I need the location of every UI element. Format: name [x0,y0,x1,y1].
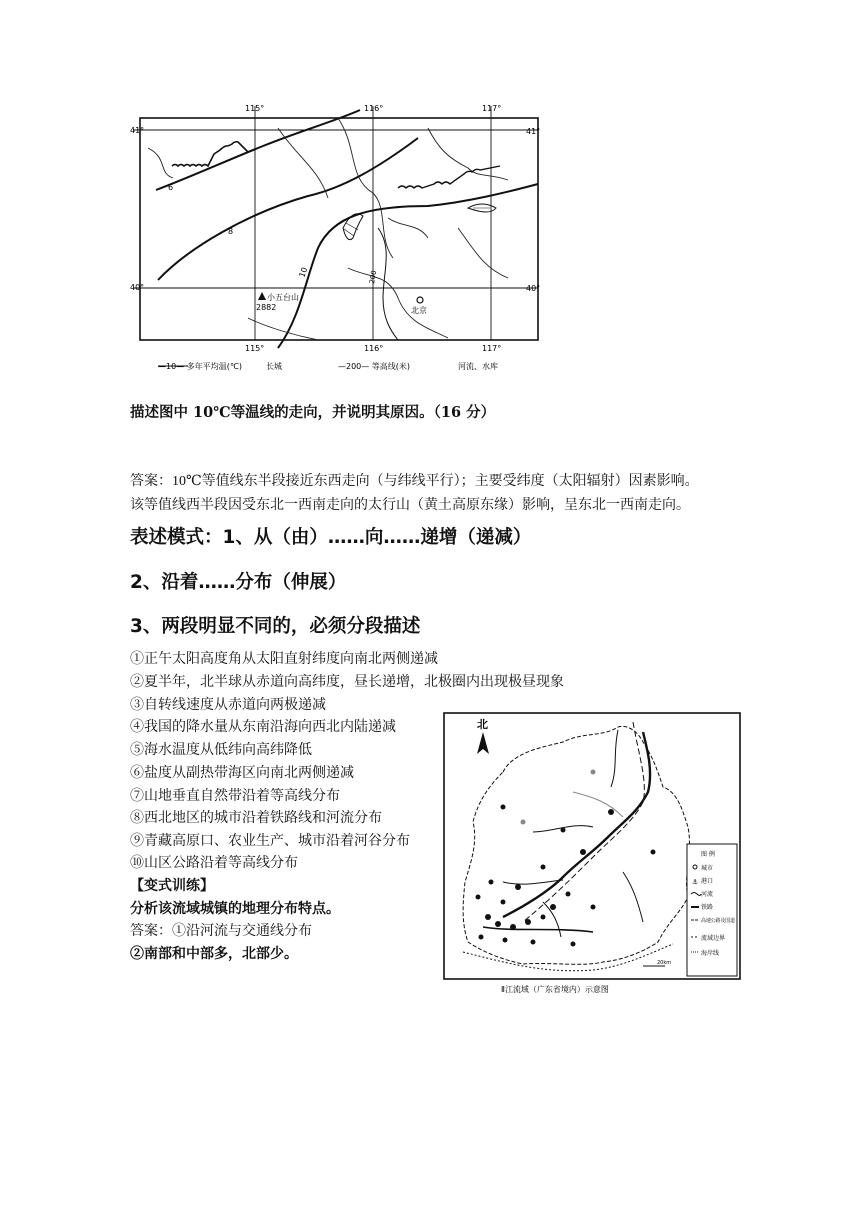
example-item-3: ③自转线速度从赤道向两极递减 [130,698,326,713]
map2-legend [687,844,737,976]
peak-triangle-icon [258,292,266,300]
north-label: 北 [477,718,488,731]
reservoir-west [343,214,363,240]
variant-title: 【变式训练】 [130,879,214,894]
example-item-6: ⑥盐度从副热带海区向南北两侧递减 [130,766,354,781]
legend-basin-boundary: 流域边界 [701,935,726,942]
legend-river-reservoir: 河流、水库 [458,362,498,371]
temperature-contour-map [128,98,546,378]
map2-caption: Ⅱ江流域（广东省境内）示意图 [501,985,609,994]
lat-label-right-41: 41° [526,127,541,136]
lat-label-left-41: 41° [130,126,145,135]
peak-height: 2882 [256,303,277,312]
lon-label-top-117: 117° [482,104,502,113]
variant-question: 分析该流域城镇的地理分布特点。 [130,902,340,917]
heading-pattern-1: 表述模式：1、从（由）……向……递增（递减） [130,527,532,548]
heading-pattern-3: 3、两段明显不同的，必须分段描述 [130,616,421,637]
isotherm-label-8: 8 [228,227,234,236]
legend-contour: —200— 等高线(米) [338,362,411,371]
legend-city: 城市 [701,865,714,872]
isotherm-10 [278,184,541,348]
example-item-7: ⑦山地垂直自然带沿着等高线分布 [130,789,340,804]
legend-coastline: 海岸线 [701,950,720,957]
legend-river: 河流 [701,891,714,898]
lat-label-right-40: 40° [526,284,541,293]
legend-highway: 高速公路及国道 [701,918,735,924]
beijing-city-icon [417,297,423,303]
lon-label-bottom-116: 116° [364,344,384,353]
lon-label-bottom-117: 117° [482,344,502,353]
isotherm-label-10: 10 [297,266,310,279]
contour-label-200: 200 [368,269,379,285]
variant-answer-1: 答案：①沿河流与交通线分布 [130,924,312,939]
river-basin-map [443,712,741,996]
answer-line-1: 答案：10℃等值线东半段接近东西走向（与纬线平行）；主要受纬度（太阳辐射）因素影响。 [130,474,699,489]
variant-answer-2: ②南部和中部多，北部少。 [130,947,298,962]
peak-name: 小五台山 [267,293,299,302]
example-item-4: ④我国的降水量从东南沿海向西北内陆递减 [130,720,396,735]
example-item-5: ⑤海水温度从低纬向高纬降低 [130,743,312,758]
lon-label-top-116: 116° [364,104,384,113]
isotherm-6 [156,110,360,190]
scale-label: 20km [657,960,672,966]
legend-railway: 铁路 [701,904,714,911]
lon-label-top-115: 115° [245,104,265,113]
example-item-1: ①正午太阳高度角从太阳直射纬度向南北两侧递减 [130,652,438,667]
city-label-beijing: 北京 [411,306,427,315]
example-item-2: ②夏半年，北半球从赤道向高纬度，昼长递增，北极圈内出现极昼现象 [130,675,564,690]
lat-label-left-40: 40° [130,283,145,292]
isotherm-label-6: 6 [168,183,174,192]
legend-isotherm: —10— 多年平均温(℃) [158,362,242,371]
legend-title: 图 例 [701,851,715,858]
question-text: 描述图中 10℃等温线的走向，并说明其原因。（16 分） [130,404,496,421]
example-item-8: ⑧西北地区的城市沿着铁路线和河流分布 [130,811,382,826]
example-item-10: ⑩山区公路沿着等高线分布 [130,856,298,871]
lon-label-bottom-115: 115° [245,344,265,353]
map1-legend [158,361,498,371]
example-item-9: ⑨青藏高原口、农业生产、城市沿着河谷分布 [130,834,410,849]
heading-pattern-2: 2、沿着……分布（伸展） [130,572,347,593]
anchor-icon: ⚓ [692,878,699,886]
legend-great-wall: 长城 [266,362,282,371]
legend-port: 港口 [701,878,714,885]
answer-line-2: 该等值线西半段因受东北一西南走向的太行山（黄土高原东缘）影响，呈东北一西南走向。 [130,498,690,513]
